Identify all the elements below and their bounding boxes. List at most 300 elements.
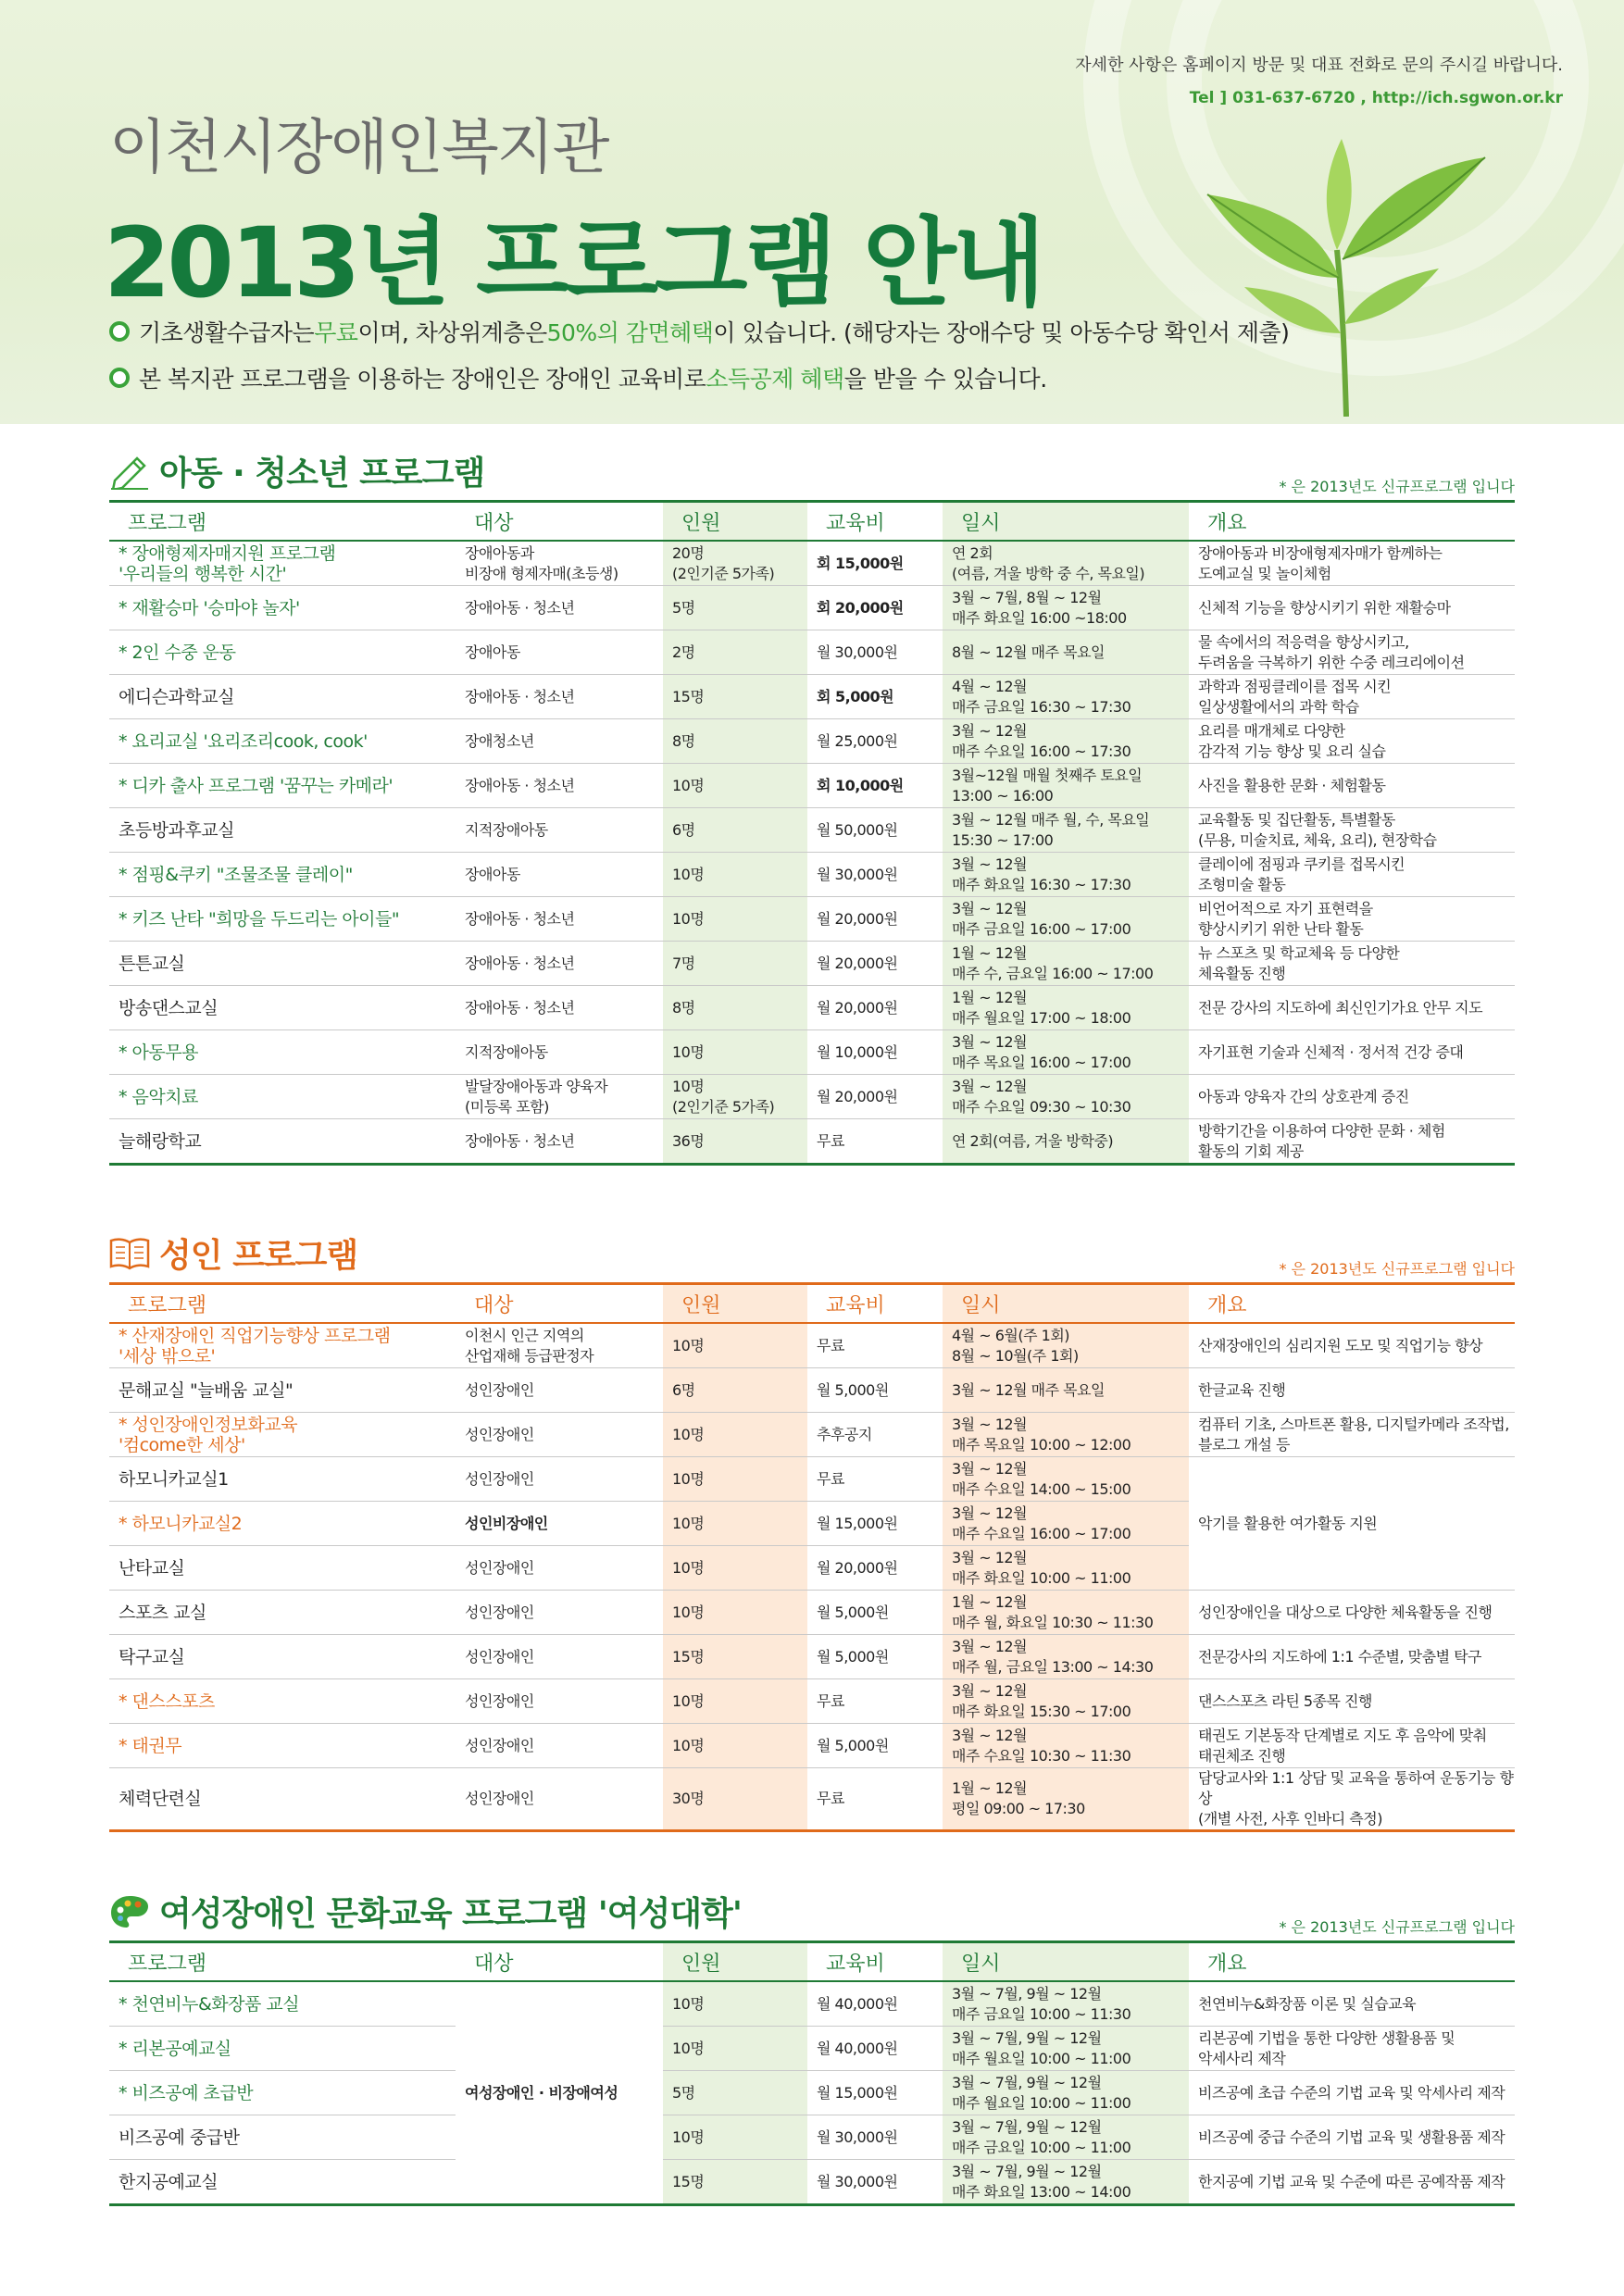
count-cell-line: 10명 (672, 1691, 705, 1710)
schedule-cell-line: 4월 ~ 6월(주 1회) (952, 1326, 1070, 1344)
summary-cell-line: 신체적 기능을 향상시키기 위한 재활승마 (1198, 598, 1451, 617)
summary-cell (1189, 1030, 1515, 1075)
fee-cell: 월 5,000원 (807, 1591, 943, 1635)
target-cell (456, 675, 663, 719)
fee-cell: 무료 (807, 1323, 943, 1368)
target-cell (456, 586, 663, 630)
fee-cell: 월 5,000원 (807, 1368, 943, 1413)
schedule-cell (943, 541, 1189, 586)
fee-cell: 회 5,000원 (807, 675, 943, 719)
table-row (109, 2027, 1515, 2071)
count-cell (663, 1768, 807, 1831)
notice-text: 이 있습니다. (해당자는 장애수당 및 아동수당 확인서 제출) (713, 319, 1290, 346)
summary-cell-line: 과학과 점핑클레이를 접목 시킨 (1198, 677, 1392, 695)
target-cell-line: 성인장애인 (465, 1603, 534, 1621)
summary-cell-line: 아동과 양육자 간의 상호관계 증진 (1198, 1087, 1409, 1105)
fee-cell: 월 20,000원 (807, 897, 943, 942)
program-name (109, 1724, 456, 1768)
program-name (109, 1591, 456, 1635)
table-row (109, 1679, 1515, 1724)
fee-cell: 월 30,000원 (807, 630, 943, 675)
target-cell (456, 1075, 663, 1119)
schedule-cell-line: 매주 금요일 10:00 ~ 11:30 (952, 2004, 1131, 2023)
table-row (109, 719, 1515, 764)
target-cell (456, 1119, 663, 1165)
section-title (109, 447, 484, 494)
program-name (109, 1679, 456, 1724)
program-name (109, 630, 456, 675)
summary-cell-line: 요리를 매개체로 다양한 (1198, 721, 1345, 740)
count-cell-line: 20명 (672, 543, 705, 562)
count-cell-line: (2인기준 5가족) (672, 1097, 775, 1116)
target-cell (456, 897, 663, 942)
table-row (109, 764, 1515, 808)
column-header: 개요 (1189, 502, 1515, 542)
summary-cell-line: 컴퓨터 기초, 스마트폰 활용, 디지털카메라 조작법, (1198, 1415, 1509, 1433)
count-cell-line: 7명 (672, 954, 695, 972)
fee-cell: 회 15,000원 (807, 541, 943, 586)
target-cell (456, 1030, 663, 1075)
schedule-cell-line: 3월 ~ 12월 (952, 1077, 1028, 1095)
target-cell-line: 성인장애인 (465, 1558, 534, 1577)
contact-info (1075, 52, 1563, 107)
count-cell (663, 1075, 807, 1119)
count-cell-line: 10명 (672, 1736, 705, 1754)
schedule-cell-line: 8월 ~ 10월(주 1회) (952, 1346, 1079, 1365)
schedule-cell (943, 942, 1189, 986)
summary-cell-line: 전문강사의 지도하에 1:1 수준별, 맞춤별 탁구 (1198, 1647, 1482, 1666)
program-name (109, 1368, 456, 1413)
program-table (109, 1940, 1515, 2206)
target-cell-line: 성인장애인 (465, 1647, 534, 1666)
summary-cell-line: 활동의 기회 제공 (1198, 1142, 1304, 1160)
section-header (109, 1227, 1515, 1282)
section-women (109, 1885, 1515, 2206)
target-cell-line: 지적장애아동 (465, 1042, 548, 1061)
summary-cell (1189, 986, 1515, 1030)
summary-cell (1189, 942, 1515, 986)
summary-cell (1189, 1679, 1515, 1724)
schedule-cell-line: 매주 월, 금요일 13:00 ~ 14:30 (952, 1657, 1154, 1676)
count-cell-line: 10명 (672, 1469, 705, 1488)
summary-cell (1189, 541, 1515, 586)
program-name (109, 2115, 456, 2160)
schedule-cell-line: 매주 목요일 16:00 ~ 17:00 (952, 1053, 1131, 1071)
schedule-cell (943, 1119, 1189, 1165)
table-row (109, 2115, 1515, 2160)
table-header-row (109, 1942, 1515, 1982)
count-cell-line: 10명 (672, 2128, 705, 2146)
fee-cell: 월 20,000원 (807, 1546, 943, 1591)
schedule-cell-line: 연 2회 (952, 543, 993, 562)
target-cell (456, 630, 663, 675)
summary-cell-line: 블로그 개설 등 (1198, 1435, 1290, 1454)
program-name (109, 1546, 456, 1591)
bullet-icon (109, 321, 130, 342)
notice-highlight: 무료 (314, 319, 358, 346)
table-row (109, 1119, 1515, 1165)
program-name (109, 942, 456, 986)
count-cell (663, 2115, 807, 2160)
table-header-row (109, 502, 1515, 542)
summary-cell-line: 조형미술 활동 (1198, 875, 1286, 893)
schedule-cell-line: 매주 수요일 10:30 ~ 11:30 (952, 1746, 1131, 1765)
schedule-cell (943, 1323, 1189, 1368)
fee-cell: 월 20,000원 (807, 1075, 943, 1119)
schedule-cell-line: 8월 ~ 12월 매주 목요일 (952, 643, 1105, 661)
table-row (109, 853, 1515, 897)
schedule-cell-line: 3월 ~ 12월 (952, 1032, 1028, 1051)
target-cell (456, 1724, 663, 1768)
schedule-cell (943, 1679, 1189, 1724)
table-row (109, 1368, 1515, 1413)
schedule-cell (943, 1075, 1189, 1119)
target-cell (456, 942, 663, 986)
section-children (109, 444, 1515, 1166)
target-cell-line: 장애아동 · 청소년 (465, 687, 575, 705)
schedule-cell (943, 1591, 1189, 1635)
schedule-cell-line: (여름, 겨울 방학 중 수, 목요일) (952, 564, 1145, 582)
table-row (109, 630, 1515, 675)
target-cell (456, 853, 663, 897)
section-note: * 은 2013년도 신규프로그램 입니다 (1279, 1260, 1515, 1278)
table-row (109, 897, 1515, 942)
schedule-cell (943, 1724, 1189, 1768)
schedule-cell-line: 매주 수요일 14:00 ~ 15:00 (952, 1479, 1131, 1498)
summary-cell (1189, 2027, 1515, 2071)
target-cell-line: 장애아동 · 청소년 (465, 954, 575, 972)
summary-cell-line: 두려움을 극복하기 위한 수중 레크리에이션 (1198, 653, 1465, 671)
count-cell-line: 8명 (672, 731, 695, 750)
column-header: 대상 (456, 1284, 663, 1324)
schedule-cell (943, 1368, 1189, 1413)
count-cell (663, 942, 807, 986)
summary-cell-line: (개별 사전, 사후 인바디 측정) (1198, 1810, 1382, 1828)
program-name-line: * 키즈 난타 "희망을 두드리는 아이들" (119, 908, 400, 930)
program-name (109, 1413, 456, 1457)
schedule-cell-line: 3월 ~ 12월 (952, 1459, 1028, 1478)
summary-cell-line: 뉴 스포츠 및 학교체육 등 다양한 (1198, 943, 1400, 962)
program-name-line: * 디카 출사 프로그램 '꿈꾸는 카메라' (119, 775, 394, 796)
summary-cell (1189, 675, 1515, 719)
program-name-line: 늘해랑학교 (119, 1130, 202, 1152)
program-name-line: * 재활승마 '승마야 놀자' (119, 597, 300, 618)
palette-icon (109, 1893, 150, 1930)
summary-cell-line: 한글교육 진행 (1198, 1380, 1286, 1399)
table-row (109, 1457, 1515, 1502)
summary-cell (1189, 586, 1515, 630)
count-cell (663, 764, 807, 808)
fee-cell: 월 15,000원 (807, 2071, 943, 2115)
program-name (109, 1323, 456, 1368)
schedule-cell (943, 853, 1189, 897)
count-cell (663, 986, 807, 1030)
table-row (109, 1030, 1515, 1075)
program-name-line: 체력단련실 (119, 1789, 202, 1809)
program-name-line: 튼튼교실 (119, 953, 185, 974)
schedule-cell (943, 630, 1189, 675)
schedule-cell-line: 3월 ~ 12월 (952, 1637, 1028, 1655)
program-table (109, 500, 1515, 1166)
count-cell (663, 897, 807, 942)
summary-cell (1189, 1457, 1515, 1591)
summary-cell-line: 태권도 기본동작 단계별로 지도 후 음악에 맞춰 (1198, 1726, 1487, 1744)
notice-highlight: 소득공제 혜택 (706, 366, 844, 393)
section-title-text: 성인 프로그램 (159, 1237, 358, 1275)
fee-cell: 월 5,000원 (807, 1635, 943, 1679)
schedule-cell-line: 매주 화요일 16:30 ~ 17:30 (952, 875, 1131, 893)
schedule-cell (943, 719, 1189, 764)
target-cell-line: 성인장애인 (465, 1380, 534, 1399)
notice-text: 기초생활수급자는 (139, 319, 315, 346)
target-cell-line: (미등록 포함) (465, 1097, 549, 1116)
program-name-line: 문해교실 "늘배움 교실" (119, 1379, 294, 1401)
fee-cell: 무료 (807, 1679, 943, 1724)
target-cell-line: 장애아동 (465, 643, 520, 661)
schedule-cell-line: 매주 월, 화요일 10:30 ~ 11:30 (952, 1613, 1154, 1631)
program-name-line: * 2인 수중 운동 (119, 642, 236, 663)
summary-cell-line: 담당교사와 1:1 상담 및 교육을 통하여 운동기능 향상 (1198, 1769, 1514, 1807)
summary-cell-line: 악기를 활용한 여가활동 지원 (1198, 1514, 1378, 1532)
program-name (109, 1981, 456, 2027)
schedule-cell (943, 1457, 1189, 1502)
summary-cell (1189, 1119, 1515, 1165)
program-name (109, 853, 456, 897)
target-cell (456, 719, 663, 764)
section-adult (109, 1227, 1515, 1832)
target-cell (456, 1546, 663, 1591)
target-cell (456, 764, 663, 808)
count-cell (663, 586, 807, 630)
summary-cell (1189, 630, 1515, 675)
count-cell-line: 10명 (672, 1994, 705, 2013)
fee-cell: 무료 (807, 1457, 943, 1502)
program-name (109, 808, 456, 853)
column-header: 대상 (456, 1942, 663, 1982)
summary-cell-line: 천연비누&화장품 이론 및 실습교육 (1198, 1994, 1417, 2013)
program-name (109, 1075, 456, 1119)
program-name-line: 스포츠 교실 (119, 1602, 206, 1623)
table-header-row (109, 1284, 1515, 1324)
schedule-cell-line: 평일 09:00 ~ 17:30 (952, 1800, 1085, 1817)
schedule-cell (943, 897, 1189, 942)
schedule-cell (943, 675, 1189, 719)
count-cell (663, 719, 807, 764)
program-name-line: 하모니카교실1 (119, 1468, 229, 1490)
notice-text: 본 복지관 프로그램을 이용하는 장애인은 장애인 교육비로 (139, 366, 706, 393)
count-cell-line: 8명 (672, 998, 695, 1017)
target-cell-line: 장애청소년 (465, 731, 534, 750)
summary-cell (1189, 1635, 1515, 1679)
program-name (109, 675, 456, 719)
count-cell-line: 10명 (672, 1077, 705, 1095)
schedule-cell-line: 매주 월요일 10:00 ~ 11:00 (952, 2049, 1131, 2067)
summary-cell-line: 댄스스포츠 라틴 5종목 진행 (1198, 1691, 1372, 1710)
summary-cell (1189, 1981, 1515, 2027)
table-row (109, 1981, 1515, 2027)
program-name-line: * 태권무 (119, 1735, 182, 1756)
fee-cell: 무료 (807, 1119, 943, 1165)
target-cell-line: 성인장애인 (465, 1469, 534, 1488)
column-header: 대상 (456, 502, 663, 542)
program-name (109, 719, 456, 764)
schedule-cell-line: 매주 수요일 09:30 ~ 10:30 (952, 1097, 1131, 1116)
target-cell-line: 산업재해 등급판정자 (465, 1346, 594, 1365)
program-name-line: * 천연비누&화장품 교실 (119, 1993, 300, 2015)
hero-banner (0, 0, 1624, 424)
program-name-line: 비즈공예 중급반 (119, 2127, 240, 2148)
schedule-cell-line: 3월 ~ 12월 (952, 1548, 1028, 1566)
count-cell (663, 1546, 807, 1591)
count-cell-line: 10명 (672, 2039, 705, 2057)
program-name-line: * 점핑&쿠키 "조물조물 클레이" (119, 864, 353, 885)
program-name (109, 1119, 456, 1165)
table-row (109, 2160, 1515, 2205)
schedule-cell (943, 2115, 1189, 2160)
target-cell (456, 1368, 663, 1413)
schedule-cell-line: 1월 ~ 12월 (952, 1592, 1028, 1611)
count-cell-line: 10명 (672, 776, 705, 794)
program-name-line: 초등방과후교실 (119, 819, 234, 841)
column-header: 프로그램 (109, 1942, 456, 1982)
schedule-cell (943, 1413, 1189, 1457)
summary-cell (1189, 1323, 1515, 1368)
program-name-line: '세상 밖으로' (119, 1345, 216, 1366)
fee-cell: 회 20,000원 (807, 586, 943, 630)
fee-cell: 월 30,000원 (807, 2115, 943, 2160)
summary-cell-line: 성인장애인을 대상으로 다양한 체육활동을 진행 (1198, 1603, 1493, 1621)
summary-cell-line: 비즈공예 중급 수준의 기법 교육 및 생활용품 제작 (1198, 2128, 1505, 2146)
schedule-cell-line: 연 2회(여름, 겨울 방학중) (952, 1131, 1114, 1150)
schedule-cell-line: 매주 수, 금요일 16:00 ~ 17:00 (952, 964, 1154, 982)
program-name (109, 1635, 456, 1679)
schedule-cell (943, 1502, 1189, 1546)
schedule-cell-line: 매주 월요일 17:00 ~ 18:00 (952, 1008, 1131, 1027)
section-note: * 은 2013년도 신규프로그램 입니다 (1279, 478, 1515, 495)
organization-name: 이천시장애인복지관 (109, 114, 608, 182)
schedule-cell-line: 3월 ~ 12월 (952, 855, 1028, 873)
fee-cell: 월 40,000원 (807, 1981, 943, 2027)
column-header: 프로그램 (109, 502, 456, 542)
column-header: 개요 (1189, 1942, 1515, 1982)
target-cell (456, 1635, 663, 1679)
schedule-cell-line: 3월 ~ 12월 매주 월, 수, 목요일 (952, 810, 1150, 829)
schedule-cell-line: 3월 ~ 12월 (952, 899, 1028, 917)
table-row (109, 675, 1515, 719)
table-row (109, 1075, 1515, 1119)
program-name-line: 한지공예교실 (119, 2171, 219, 2192)
count-cell-line: 10명 (672, 1336, 705, 1354)
fee-cell: 월 5,000원 (807, 1724, 943, 1768)
summary-cell-line: 비즈공예 초급 수준의 기법 교육 및 악세사리 제작 (1198, 2083, 1505, 2102)
schedule-cell-line: 3월 ~ 7월, 9월 ~ 12월 (952, 2073, 1102, 2091)
program-name-line: * 댄스스포츠 (119, 1691, 215, 1712)
fee-cell: 월 40,000원 (807, 2027, 943, 2071)
schedule-cell-line: 4월 ~ 12월 (952, 677, 1028, 695)
column-header: 개요 (1189, 1284, 1515, 1324)
target-cell-line: 발달장애아동과 양육자 (465, 1077, 608, 1095)
section-header (109, 1885, 1515, 1940)
schedule-cell-line: 매주 목요일 10:00 ~ 12:00 (952, 1435, 1131, 1454)
schedule-cell-line: 매주 수요일 16:00 ~ 17:00 (952, 1524, 1131, 1542)
summary-cell (1189, 2115, 1515, 2160)
count-cell (663, 630, 807, 675)
count-cell (663, 2071, 807, 2115)
count-cell-line: 10명 (672, 1603, 705, 1621)
summary-cell-line: 일상생활에서의 과학 학습 (1198, 697, 1359, 716)
column-header: 교육비 (807, 1942, 943, 1982)
schedule-cell (943, 2027, 1189, 2071)
summary-cell-line: 방학기간을 이용하여 다양한 문화 · 체험 (1198, 1121, 1445, 1140)
schedule-cell-line: 매주 화요일 16:00 ~18:00 (952, 608, 1127, 627)
count-cell (663, 1368, 807, 1413)
program-name-line: * 요리교실 '요리조리cook, cook' (119, 730, 368, 752)
count-cell (663, 675, 807, 719)
program-name-line: * 장애형제자매지원 프로그램 (119, 543, 336, 564)
program-name-line: * 성인장애인정보화교육 (119, 1414, 298, 1435)
summary-cell-line: 사진을 활용한 문화 · 체험활동 (1198, 776, 1386, 794)
count-cell-line: 10명 (672, 1514, 705, 1532)
table-row (109, 1724, 1515, 1768)
bullet-icon (109, 368, 130, 388)
count-cell-line: 5명 (672, 2083, 695, 2102)
section-title-text: 여성장애인 문화교육 프로그램 '여성대학' (159, 1895, 742, 1933)
program-name-line: * 리본공예교실 (119, 2038, 231, 2059)
target-cell (456, 1413, 663, 1457)
summary-cell-line: 물 속에서의 적응력을 향상시키고, (1198, 632, 1409, 651)
count-cell-line: 10명 (672, 1042, 705, 1061)
page-title: 2013년 프로그램 안내 (104, 206, 1043, 319)
count-cell (663, 1502, 807, 1546)
column-header: 인원 (663, 1284, 807, 1324)
schedule-cell-line: 3월 ~ 7월, 9월 ~ 12월 (952, 2162, 1102, 2180)
column-header: 교육비 (807, 502, 943, 542)
fee-cell: 추후공지 (807, 1413, 943, 1457)
section-note: * 은 2013년도 신규프로그램 입니다 (1279, 1918, 1515, 1936)
column-header: 인원 (663, 502, 807, 542)
schedule-cell-line: 매주 화요일 13:00 ~ 14:00 (952, 2182, 1131, 2201)
count-cell (663, 1635, 807, 1679)
open-book-icon (109, 1235, 150, 1272)
summary-cell-line: 비언어적으로 자기 표현력을 (1198, 899, 1373, 917)
program-name (109, 986, 456, 1030)
table-row (109, 808, 1515, 853)
count-cell-line: 10명 (672, 1558, 705, 1577)
program-name-line: 난타교실 (119, 1557, 185, 1578)
target-cell (456, 808, 663, 853)
count-cell (663, 1119, 807, 1165)
program-name (109, 1502, 456, 1546)
count-cell-line: 10명 (672, 1425, 705, 1443)
summary-cell (1189, 1413, 1515, 1457)
summary-cell (1189, 2071, 1515, 2115)
program-name (109, 764, 456, 808)
count-cell (663, 1323, 807, 1368)
schedule-cell-line: 매주 금요일 16:30 ~ 17:30 (952, 697, 1131, 716)
program-name (109, 586, 456, 630)
schedule-cell (943, 2071, 1189, 2115)
schedule-cell-line: 3월 ~ 12월 (952, 1415, 1028, 1433)
summary-cell-line: 도예교실 및 놀이체험 (1198, 564, 1331, 582)
summary-cell-line: 장애아동과 비장애형제자매가 함께하는 (1198, 543, 1443, 562)
count-cell-line: 15명 (672, 1647, 705, 1666)
count-cell-line: (2인기준 5가족) (672, 564, 775, 582)
schedule-cell-line: 매주 금요일 10:00 ~ 11:00 (952, 2138, 1131, 2156)
schedule-cell-line: 3월 ~ 7월, 8월 ~ 12월 (952, 588, 1102, 606)
contact-text: 자세한 사항은 홈페이지 방문 및 대표 전화로 문의 주시길 바랍니다. (1075, 56, 1563, 75)
program-name-line: 방송댄스교실 (119, 997, 219, 1018)
count-cell (663, 541, 807, 586)
